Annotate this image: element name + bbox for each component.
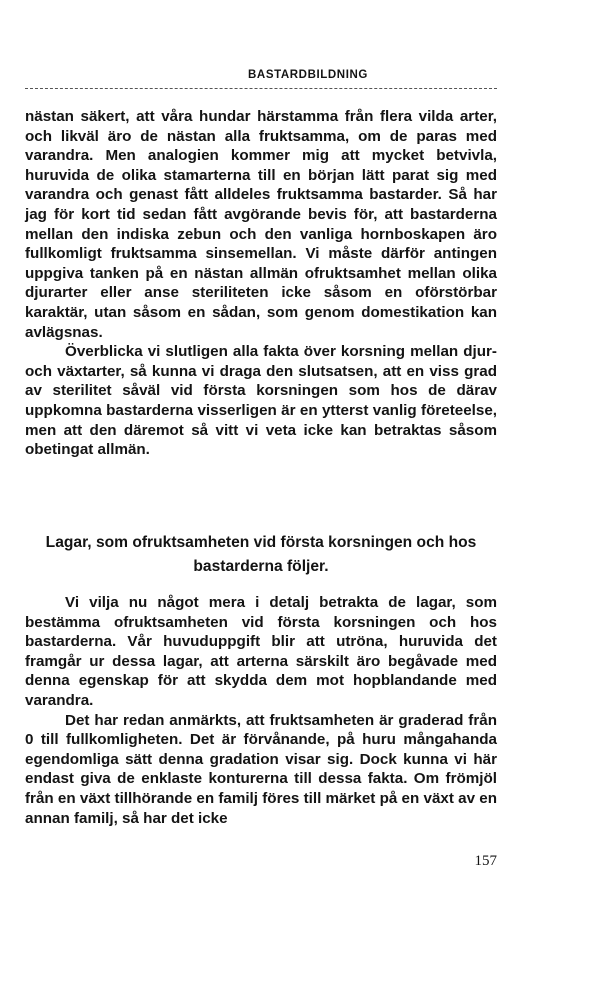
paragraph: nästan säkert, att våra hundar härstamma från flera vilda arter, och likväl äro de nästan alla fruktsamma, om de paras med varandra. Men analogien kommer mig att mycket betvivla, huruvida de olika stamarterna till en början lätt parat sig med varandra och genast fått alldeles fruktsamma bastarder. Så har jag för kort tid sedan fått avgörande bevis för, att bastarderna mellan den indiska zebun och den vanliga hornboskapen äro fullkomligt fruktsamma sinsemellan. Vi måste därför antingen uppgiva tanken på en nästan allmän ofruktsamhet mellan olika djurarter eller anse steriliteten icke såsom en oförstörbar karaktär, utan såsom en sådan, som genom domestikation kan avlägsnas. xyxy=(25,108,497,341)
section-heading: Lagar, som ofruktsamheten vid första korsningen och hos bastarderna följer. xyxy=(45,534,477,575)
header-rule xyxy=(25,88,497,89)
page-number: 157 xyxy=(474,853,497,869)
running-head: BASTARDBILDNING xyxy=(248,69,368,81)
paragraph: Det har redan anmärkts, att fruktsamheten är graderad från 0 till fullkomligheten. Det är förvånande, på huru mångahanda egendomliga sätt denna gradation visar sig. Dock kunna vi här endast giva de enklaste konturerna till dessa fakta. Om frömjöl från en växt tillhörande en familj föres till märket på en växt av en annan familj, så har det icke xyxy=(25,711,497,827)
paragraph: Vi vilja nu något mera i detalj betrakta de lagar, som bestämma ofruktsamheten vid första korsningen och hos bastarderna. Vår huvuduppgift blir att utröna, huruvida det framgår ur dessa lagar, att arterna särskilt äro begåvade med denna egenskap för att skydda dem mot hopblandande med varandra. xyxy=(25,594,497,709)
lower-text xyxy=(25,593,497,828)
upper-text xyxy=(25,107,497,460)
paragraph: Överblicka vi slutligen alla fakta över korsning mellan djur- och växtarter, så kunna vi draga den slutsatsen, att en viss grad av sterilitet såväl vid första korsningen som hos de därav uppkomna bastarderna visserligen är en ytterst vanlig företeelse, men att den däremot så vitt vi veta icke kan betraktas såsom obetingat allmän. xyxy=(25,343,497,459)
